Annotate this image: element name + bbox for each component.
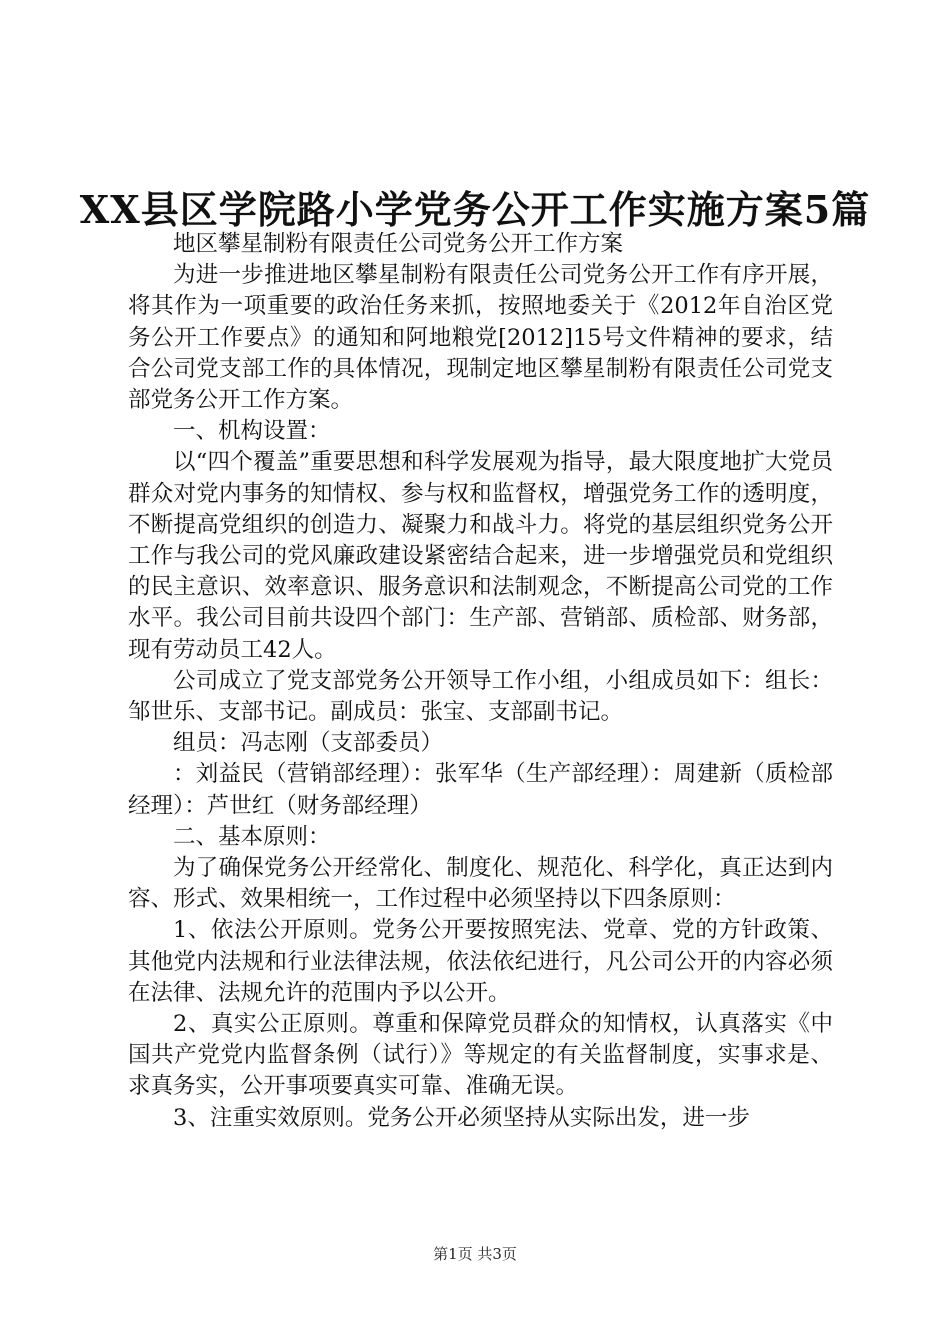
paragraph-principle-1: 1、依法公开原则。党务公开要按照宪法、党章、党的方针政策、其他党内法规和行业法律法规，依法依纪进行，凡公司公开的内容必须在法律、法规允许的范围内予以公开。 [128,917,833,1006]
paragraph-group-member: 组员：冯志刚（支部委员） [173,730,444,757]
paragraph-organization: 以“四个覆盖”重要思想和科学发展观为指导，最大限度地扩大党员群众对党内事务的知情权、参与权和监督权，增强党务工作的透明度，不断提高党组织的创造力、凝聚力和战斗力。将党的基层组织党务公开工作与我公司的党风廉政建设紧密结合起来，进一步增强党员和党组织的民主意识、效率意识、服务意识和法制观念，不断提高公司党的工作水平。我公司目前共设四个部门：生产部、营销部、质检部、财务部，现有劳动员工42人。 [128,449,833,663]
paragraph-principle-2: 2、真实公正原则。尊重和保障党员群众的知情权，认真落实《中国共产党党内监督条例（试行）》等规定的有关监督制度，实事求是、求真务实，公开事项要真实可靠、准确无误。 [128,1011,833,1100]
section-heading-organization: 一、机构设置： [173,418,331,445]
section-heading-principles: 二、基本原则： [173,823,331,850]
paragraph-leadership-group: 公司成立了党支部党务公开领导工作小组，小组成员如下：组长：邹世乐、支部书记。副成员：张宝、支部副书记。 [128,667,833,726]
paragraph-principle-3: 3、注重实效原则。党务公开必须坚持从实际出发，进一步 [173,1104,750,1131]
paragraph-principles-intro: 为了确保党务公开经常化、制度化、规范化、科学化，真正达到内容、形式、效果相统一，工作过程中必须坚持以下四条原则： [128,855,833,913]
paragraph-subtitle: 地区攀星制粉有限责任公司党务公开工作方案 [173,231,624,257]
paragraph-intro: 为进一步推进地区攀星制粉有限责任公司党务公开工作有序开展，将其作为一项重要的政治任务来抓，按照地委关于《2012年自治区党务公开工作要点》的通知和阿地粮党[2012]15号文件精神的要求，结合公司党支部工作的具体情况，现制定地区攀星制粉有限责任公司党支部党务公开工作方案。 [128,262,833,414]
document-body [128,229,833,1134]
paragraph-group-members-list: ：刘益民（营销部经理）：张军华（生产部经理）：周建新（质检部经理）：芦世红（财务部经理） [128,761,833,819]
document-title: XX县区学院路小学党务公开工作实施方案5篇 [79,187,871,232]
page-number-footer: 第1页 共3页 [433,1245,517,1263]
